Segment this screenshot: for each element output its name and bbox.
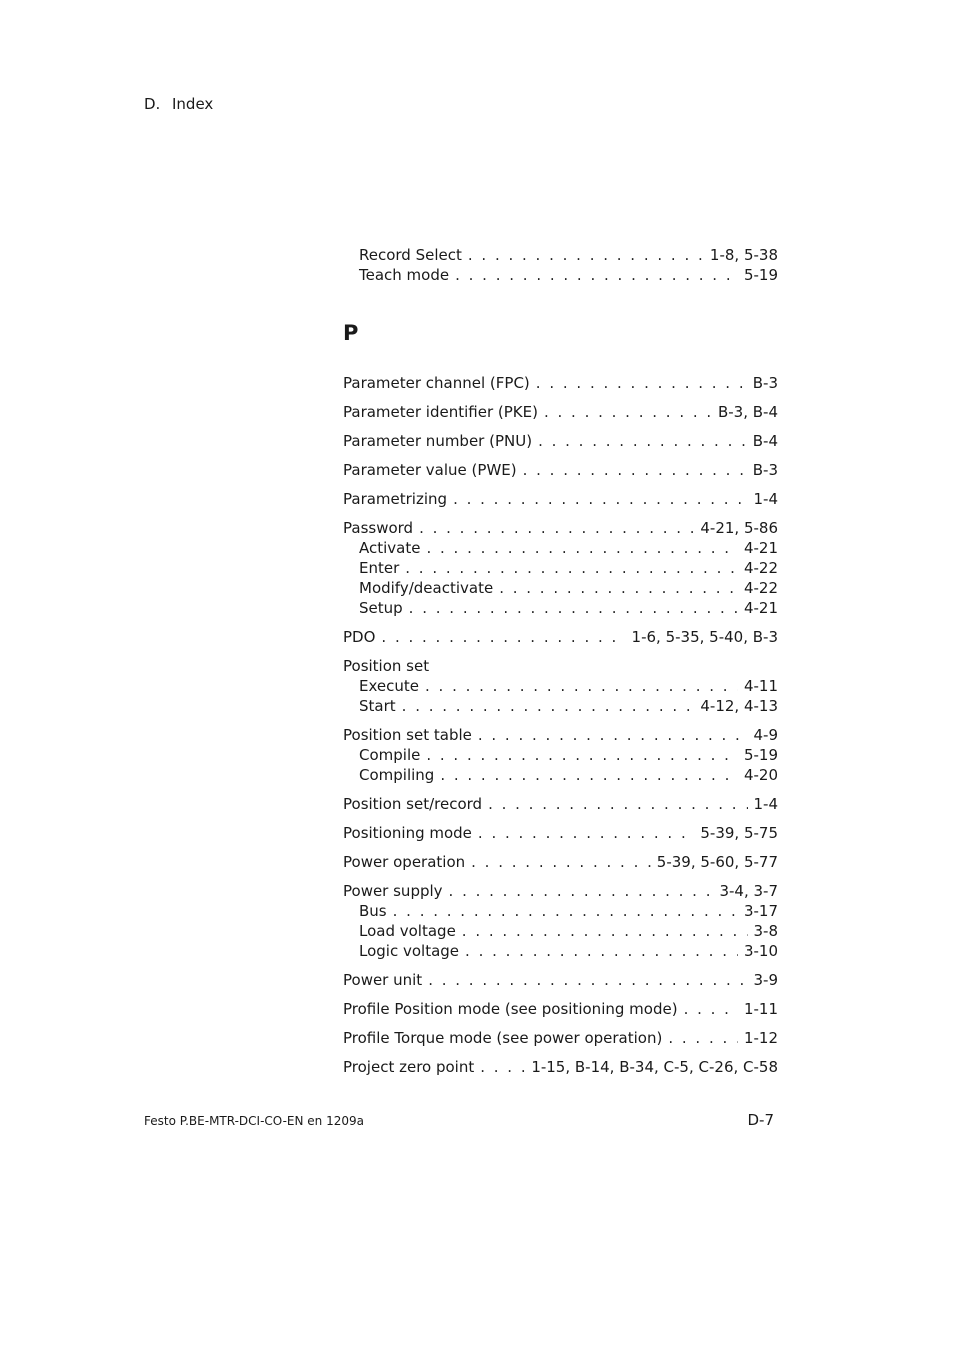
footer-document-id: Festo P.BE-MTR-DCI-CO-EN en 1209a [144, 1114, 364, 1128]
index-term: Start [359, 697, 396, 715]
dot-leader [480, 1057, 525, 1077]
index-subentry [343, 558, 778, 578]
index-main-line [343, 794, 778, 814]
index-pages: 5-39, 5-60, 5-77 [656, 853, 778, 871]
index-term: Setup [359, 599, 403, 617]
index-term: Parameter channel (FPC) [343, 374, 530, 392]
index-pages: 1-8, 5-38 [709, 246, 778, 264]
index-subentry [343, 598, 778, 618]
index-entry [343, 999, 778, 1019]
index-subentry [343, 578, 778, 598]
chapter-title: Index [172, 95, 214, 113]
index-pages: B-3, B-4 [717, 403, 778, 421]
index-pages: 4-11 [743, 677, 778, 695]
dot-leader [453, 489, 747, 509]
index-subentry [343, 941, 778, 961]
dot-leader [440, 765, 738, 785]
index-pages: 4-20 [743, 766, 778, 784]
index-term: PDO [343, 628, 376, 646]
index-main-line [343, 373, 778, 393]
index-entry [343, 373, 778, 393]
index-pages: B-4 [752, 432, 778, 450]
index-entry [343, 1028, 778, 1048]
index-entry [343, 823, 778, 843]
index-main-line [343, 460, 778, 480]
index-pages: 4-9 [753, 726, 778, 744]
index-pages: 3-10 [743, 942, 778, 960]
page-header [144, 95, 213, 113]
index-pages: 5-19 [743, 746, 778, 764]
index-main-line [343, 627, 778, 647]
index-term: Record Select [359, 246, 462, 264]
index-entry [343, 794, 778, 814]
index-subentry [343, 745, 778, 765]
dot-leader [684, 999, 738, 1019]
dot-leader [426, 745, 738, 765]
index-entry [343, 402, 778, 422]
dot-leader [425, 676, 738, 696]
index-pages: 4-22 [743, 559, 778, 577]
index-pages: 4-21, 5-86 [700, 519, 778, 537]
index-pages: 3-9 [753, 971, 778, 989]
index-subentry [343, 676, 778, 696]
index-pages: 1-12 [743, 1029, 778, 1047]
dot-leader [428, 970, 747, 990]
dot-leader [536, 373, 747, 393]
index-subentry [343, 245, 778, 265]
index-pages: 3-17 [743, 902, 778, 920]
index-term: Positioning mode [343, 824, 472, 842]
dot-leader [471, 852, 651, 872]
index-term: Teach mode [359, 266, 450, 284]
index-pages: B-3 [752, 461, 778, 479]
index-pages: 3-4, 3-7 [719, 882, 778, 900]
index-term: Activate [359, 539, 421, 557]
index-term: Bus [359, 902, 387, 920]
index-term: Power supply [343, 882, 443, 900]
index-subentry [343, 901, 778, 921]
index-entry [343, 1057, 778, 1077]
index-term: Logic voltage [359, 942, 460, 960]
dot-leader [478, 725, 748, 745]
dot-leader [488, 794, 747, 814]
index-term: Parameter identifier (PKE) [343, 403, 538, 421]
dot-leader [499, 578, 738, 598]
index-pages: 1-4 [753, 490, 778, 508]
index-subentry [343, 696, 778, 716]
index-term: Parametrizing [343, 490, 448, 508]
dot-leader [538, 431, 747, 451]
index-pages: 1-6, 5-35, 5-40, B-3 [631, 628, 778, 646]
dot-leader [465, 941, 738, 961]
index-entry [343, 460, 778, 480]
dot-leader [381, 627, 625, 647]
index-main-line [343, 1057, 778, 1077]
index-main-line [343, 725, 778, 745]
index-term: Enter [359, 559, 400, 577]
index-pages: 3-8 [753, 922, 778, 940]
dot-leader [409, 598, 738, 618]
index-term: Position set table [343, 726, 472, 744]
index-main-line [343, 431, 778, 451]
index-entry [343, 881, 778, 961]
dot-leader [426, 538, 737, 558]
index-main-line [343, 656, 778, 676]
index-term: Project zero point [343, 1058, 475, 1076]
index-term: Position set [343, 657, 430, 675]
index-pages: 4-22 [743, 579, 778, 597]
index-entry [343, 431, 778, 451]
dot-leader [449, 881, 714, 901]
index-main-line [343, 970, 778, 990]
index-pages: 1-15, B-14, B-34, C-5, C-26, C-58 [531, 1058, 778, 1076]
chapter-number: D. [144, 95, 161, 113]
dot-leader [462, 921, 748, 941]
index-pages: 1-11 [743, 1000, 778, 1018]
section-letter: P [343, 321, 359, 345]
index-term: Compile [359, 746, 421, 764]
index-term: Execute [359, 677, 419, 695]
index-term: Password [343, 519, 414, 537]
index-main-line [343, 1028, 778, 1048]
index-term: Position set/record [343, 795, 483, 813]
index-entries [343, 373, 778, 1086]
dot-leader [544, 402, 712, 422]
index-entry [343, 656, 778, 716]
index-subentry [343, 265, 778, 285]
index-subentry [343, 538, 778, 558]
index-entry [343, 489, 778, 509]
dot-leader [478, 823, 694, 843]
dot-leader [668, 1028, 738, 1048]
index-main-line [343, 402, 778, 422]
index-entry [343, 725, 778, 785]
index-main-line [343, 999, 778, 1019]
index-term: Power unit [343, 971, 423, 989]
index-term: Load voltage [359, 922, 456, 940]
index-pages: B-3 [752, 374, 778, 392]
index-term: Profile Position mode (see positioning mode) [343, 1000, 678, 1018]
index-term: Modify/deactivate [359, 579, 494, 597]
dot-leader [455, 265, 738, 285]
index-pages: 4-12, 4-13 [700, 697, 778, 715]
index-pages: 1-4 [753, 795, 778, 813]
index-term: Compiling [359, 766, 435, 784]
index-main-line [343, 823, 778, 843]
dot-leader [393, 901, 738, 921]
dot-leader [405, 558, 738, 578]
index-pages: 5-19 [743, 266, 778, 284]
dot-leader [419, 518, 694, 538]
index-main-line [343, 852, 778, 872]
dot-leader [402, 696, 695, 716]
index-main-line [343, 518, 778, 538]
index-entry [343, 518, 778, 618]
footer-page-number: D-7 [747, 1111, 774, 1129]
dot-leader [523, 460, 747, 480]
index-term: Parameter value (PWE) [343, 461, 517, 479]
continued-entries [343, 245, 778, 285]
index-entry [343, 970, 778, 990]
index-term: Profile Torque mode (see power operation) [343, 1029, 663, 1047]
index-term: Parameter number (PNU) [343, 432, 533, 450]
index-pages: 5-39, 5-75 [700, 824, 778, 842]
index-main-line [343, 489, 778, 509]
index-pages: 4-21 [743, 539, 778, 557]
index-pages: 4-21 [743, 599, 778, 617]
index-subentry [343, 921, 778, 941]
dot-leader [468, 245, 704, 265]
index-subentry [343, 765, 778, 785]
index-entry [343, 852, 778, 872]
index-term: Power operation [343, 853, 466, 871]
index-entry [343, 627, 778, 647]
index-main-line [343, 881, 778, 901]
